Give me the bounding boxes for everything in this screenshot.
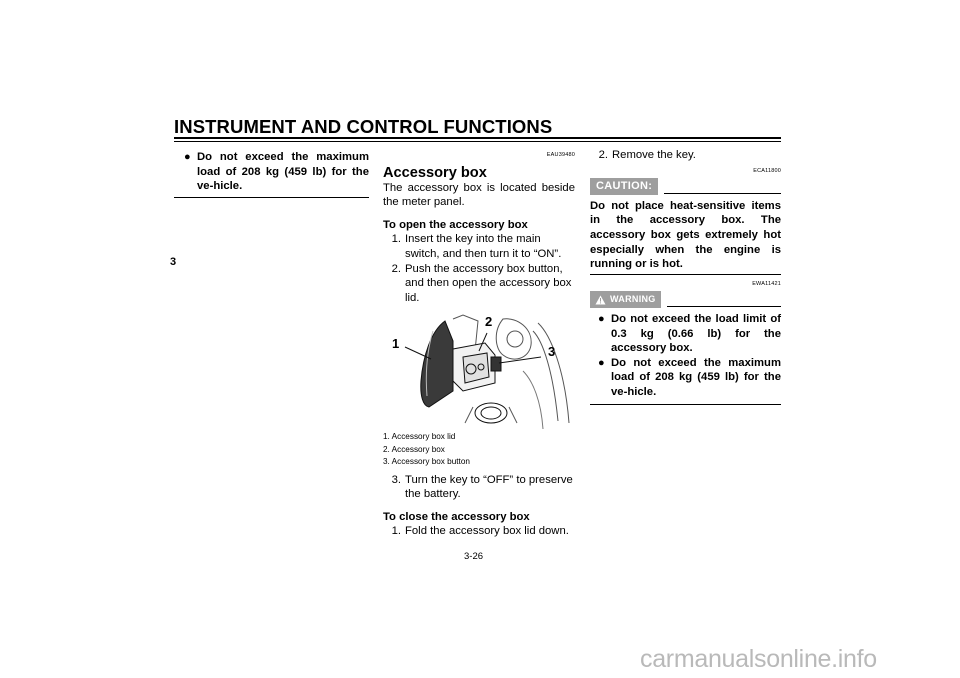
warning-bullet-text: Do not exceed the maximum load of 208 kg (459 lb) for the ve-hicle. (197, 151, 369, 193)
header-rule (174, 137, 781, 139)
warning-code: EWA11421 (752, 280, 781, 287)
warning-badge-label: WARNING (610, 294, 656, 305)
callout-2: 2 (485, 314, 493, 330)
warning-bullet-2: ● Do not exceed the maximum load of 208 kg (459 lb) for the ve-hicle. (598, 356, 781, 398)
callout-1: 1 (392, 336, 400, 352)
close-step-1: 1. Fold the accessory box lid down. (391, 525, 569, 538)
warning-end-rule (590, 404, 781, 405)
close-heading: To close the accessory box (383, 510, 530, 523)
right-column (590, 148, 781, 405)
caption-2: 2. Accessory box (383, 444, 445, 454)
chapter-tab: 3 (170, 256, 177, 268)
accessory-box-illustration (383, 311, 575, 431)
warning-badge (590, 291, 661, 308)
watermark: carmanualsonline.info (640, 645, 877, 673)
open-step-1: 1. Insert the key into the main switch, and then turn it to “ON”. (391, 233, 562, 260)
accessory-box-figure (383, 311, 575, 431)
caution-header (590, 178, 781, 195)
figure-captions (383, 431, 575, 468)
section-code: EAU39480 (546, 152, 575, 158)
warning-rule (667, 306, 781, 307)
warning-bullet-1: ● Do not exceed the load limit of 0.3 kg (0.66 lb) for the accessory box. (598, 312, 781, 355)
section-title: Accessory box (383, 164, 487, 181)
bullet-icon: ● (598, 356, 605, 369)
caution-badge: CAUTION: (590, 178, 658, 195)
caption-3: 3. Accessory box button (383, 457, 470, 467)
caution-code: ECA11800 (753, 167, 781, 174)
caution-text: Do not place heat-sensitive items in the accessory box. The accessory box gets extremely hot especially when the engine is running or is hot. (590, 199, 781, 271)
open-step-3: 3. Turn the key to “OFF” to preserve the battery. (391, 473, 573, 501)
close-step-2: 2. Remove the key. (598, 149, 696, 161)
caption-1: 1. Accessory box lid (383, 432, 456, 442)
warning-bullet (184, 150, 369, 194)
bullet-icon: ● (184, 151, 191, 163)
caution-end-rule (590, 274, 781, 275)
section-intro: The accessory box is located beside the meter panel. (383, 181, 575, 209)
warning-end-rule (174, 197, 369, 198)
middle-column (383, 148, 575, 539)
open-step-2: 2. Push the accessory box button, and then open the accessory box lid. (391, 262, 572, 304)
header-rule-thin (174, 141, 781, 142)
page-header-title: INSTRUMENT AND CONTROL FUNCTIONS (174, 116, 553, 137)
left-column (184, 150, 369, 198)
page-number: 3-26 (464, 551, 484, 562)
warning-header (590, 291, 781, 308)
caution-rule (664, 193, 781, 194)
callout-3: 3 (548, 344, 556, 360)
bullet-icon: ● (598, 312, 605, 325)
warning-triangle-icon (595, 295, 606, 305)
open-heading: To open the accessory box (383, 218, 528, 231)
